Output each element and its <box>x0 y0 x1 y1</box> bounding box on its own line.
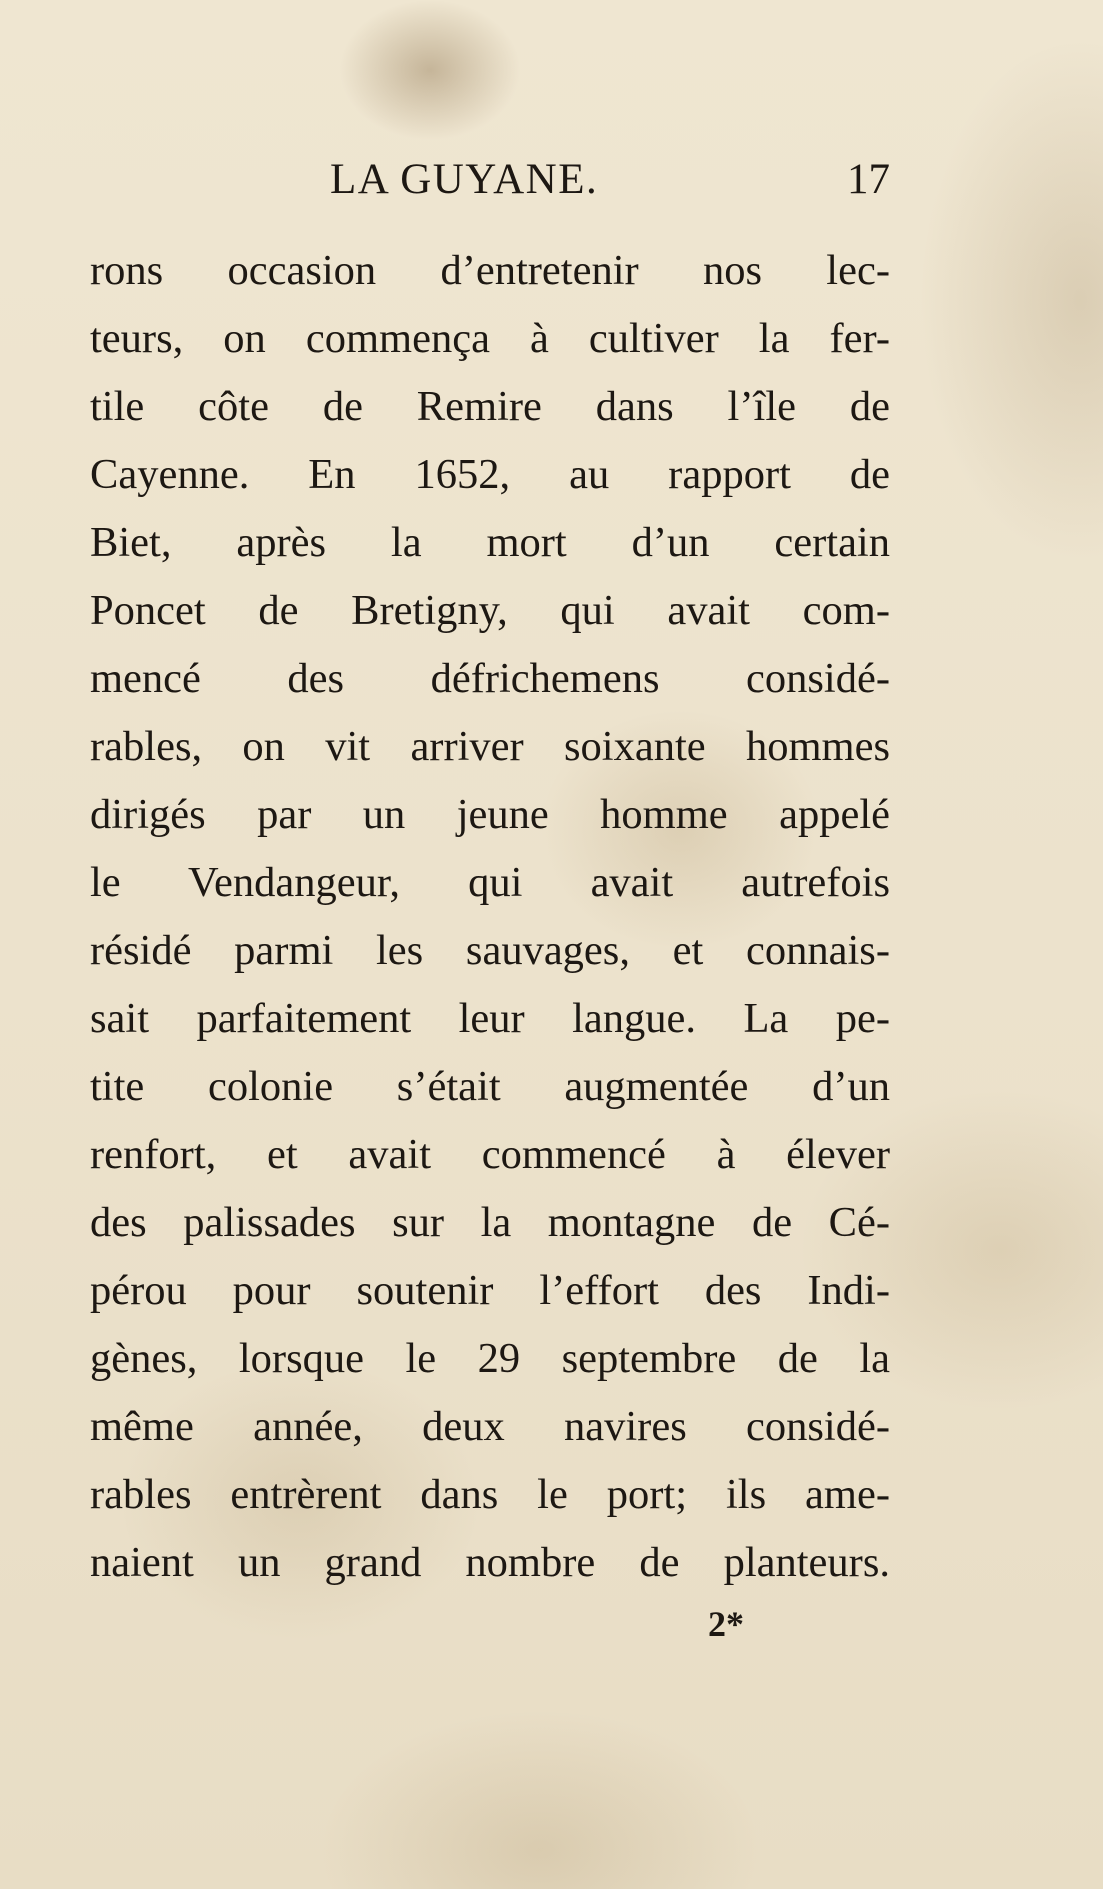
text-line: même année, deux navires considé- <box>90 1403 890 1450</box>
text-line: sait parfaitement leur langue. La pe- <box>90 995 890 1042</box>
text-line: rons occasion d’entretenir nos lec- <box>90 247 890 294</box>
text-line: résidé parmi les sauvages, et connais- <box>90 927 890 974</box>
text-line: pérou pour soutenir l’effort des Indi- <box>90 1267 890 1314</box>
text-line: tite colonie s’était augmentée d’un <box>90 1063 890 1110</box>
text-line: le Vendangeur, qui avait autrefois <box>90 859 890 906</box>
text-line: des palissades sur la montagne de Cé- <box>90 1199 890 1246</box>
text-line: gènes, lorsque le 29 septembre de la <box>90 1335 890 1382</box>
text-line: tile côte de Remire dans l’île de <box>90 383 890 430</box>
text-line: dirigés par un jeune homme appelé <box>90 791 890 838</box>
text-line: mencé des défrichemens considé- <box>90 655 890 702</box>
text-line: Biet, après la mort d’un certain <box>90 519 890 566</box>
text-line: renfort, et avait commencé à élever <box>90 1131 890 1178</box>
text-line: naient un grand nombre de planteurs. <box>90 1539 890 1586</box>
running-title: LA GUYANE. <box>330 156 599 203</box>
text-line: Poncet de Bretigny, qui avait com- <box>90 587 890 634</box>
page-number: 17 <box>847 156 890 203</box>
text-line: rables entrèrent dans le port; ils ame- <box>90 1471 890 1518</box>
text-line: teurs, on commença à cultiver la fer- <box>90 315 890 362</box>
signature-mark: 2* <box>708 1604 744 1644</box>
body-text <box>90 237 890 1597</box>
page-header <box>90 152 890 208</box>
text-line: Cayenne. En 1652, au rapport de <box>90 451 890 498</box>
text-line: rables, on vit arriver soixante hommes <box>90 723 890 770</box>
